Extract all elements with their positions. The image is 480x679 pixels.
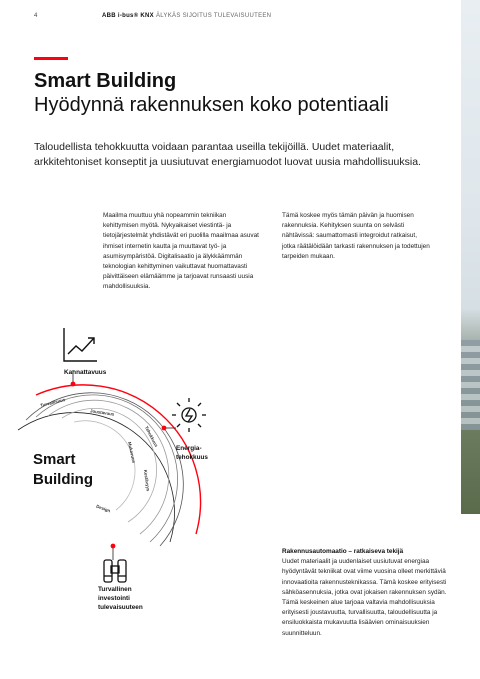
page-number: 4 bbox=[34, 13, 38, 19]
ring-label-design: Design bbox=[95, 503, 112, 514]
center-line1: Smart bbox=[33, 451, 76, 468]
ring-label-flexibility: Joustavuus bbox=[89, 408, 115, 417]
ring-label-safety: Turvallisuus bbox=[39, 396, 66, 409]
brand-name: ABB i-bus® KNX bbox=[102, 13, 154, 19]
body-column-1: Maailma muuttuu yhä nopeammin tekniikan kehittymisen myötä. Nykyaikaiset viestintä- ja tietojärjestelmät yhdistävät eri puolilla maailmaa asuvat ihmiset internetin kautta ja muuttavat työ- ja asumisympäristöä. Digitalisaatio ja älykkäämmän teknologian kehittyminen vaikuttavat huomattavasti päivittäiseen elämäämme ja tarjoavat runsaasti uusia mahdollisuuksia. bbox=[103, 212, 259, 291]
label-invest-line2: investointi bbox=[98, 595, 130, 602]
lead-paragraph: Taloudellista tehokkuutta voidaan parantaa useilla tekijöillä. Uudet materiaalit, arkkitehtoniset konseptit ja uusiutuvat energiamuodot luovat uusia mahdollisuuksia. bbox=[34, 141, 421, 168]
label-energy-line2: tehokkuus bbox=[176, 454, 208, 461]
building-photo bbox=[461, 0, 480, 514]
energy-bolt-icon bbox=[172, 398, 206, 432]
red-accent-bar bbox=[34, 57, 68, 60]
ring-label-comfort: Mukavuus bbox=[127, 441, 137, 464]
label-profitability: Kannattavuus bbox=[64, 369, 107, 376]
dot-invest bbox=[111, 544, 116, 549]
section-body: Uudet materiaalit ja uudenlaiset uusiutuvat energiaa hyödyntävät tekniikat ovat viime vuosina olleet merkittäviä innovaatioita rakennusteknikassa. Tämä koskee erityisesti sähköasennuksia, jotka ovat jokaisen rakennuksen sydän. Tämä keskeinen alue tarjoaa valtavia mahdollisuuksia erityisesti joustavuutta, turvallisuutta, taloudellisuutta ja ensiluokkaista mukavuutta lisäävien ominaisuuksien suunnitteluun. bbox=[282, 558, 447, 637]
building-facade bbox=[461, 340, 480, 430]
center-line2: Building bbox=[33, 471, 93, 488]
section-heading: Rakennusautomaatio – ratkaiseva tekijä bbox=[282, 548, 404, 555]
section-name: ÄLYKÄS SIJOITUS TULEVAISUUTEEN bbox=[155, 13, 272, 19]
label-safe-investment bbox=[98, 585, 143, 612]
ring-label-efficiency: Tehokkuus bbox=[143, 425, 160, 448]
dot-energy bbox=[162, 426, 167, 431]
page-subtitle: Hyödynnä rakennuksen koko potentiaali bbox=[34, 94, 389, 116]
body-column-2: Tämä koskee myös tämän päivän ja huomisen rakennuksia. Kehityksen suunta on selvästi nähtävissä: saumattomasti integroidut ratkaisut, jotka räätälöidään tarkasti rakennuksen ja todettujen tarpeiden mukaan. bbox=[282, 212, 430, 260]
page-title: Smart Building bbox=[34, 70, 177, 92]
smart-building-diagram bbox=[0, 320, 280, 620]
chart-growth-icon bbox=[64, 328, 97, 361]
label-energy-efficiency bbox=[176, 444, 208, 462]
label-invest-line1: Turvallinen bbox=[98, 586, 132, 593]
body-column-3 bbox=[282, 547, 450, 639]
label-invest-line3: tulevaisuuteen bbox=[98, 604, 143, 611]
dot-profit bbox=[71, 382, 76, 387]
ring-label-sustainability: Kestävyys bbox=[142, 469, 151, 492]
binoculars-icon bbox=[104, 560, 126, 582]
running-header bbox=[102, 13, 271, 19]
label-energy-line1: Energia- bbox=[176, 445, 202, 452]
diagram-center-title bbox=[33, 450, 93, 490]
